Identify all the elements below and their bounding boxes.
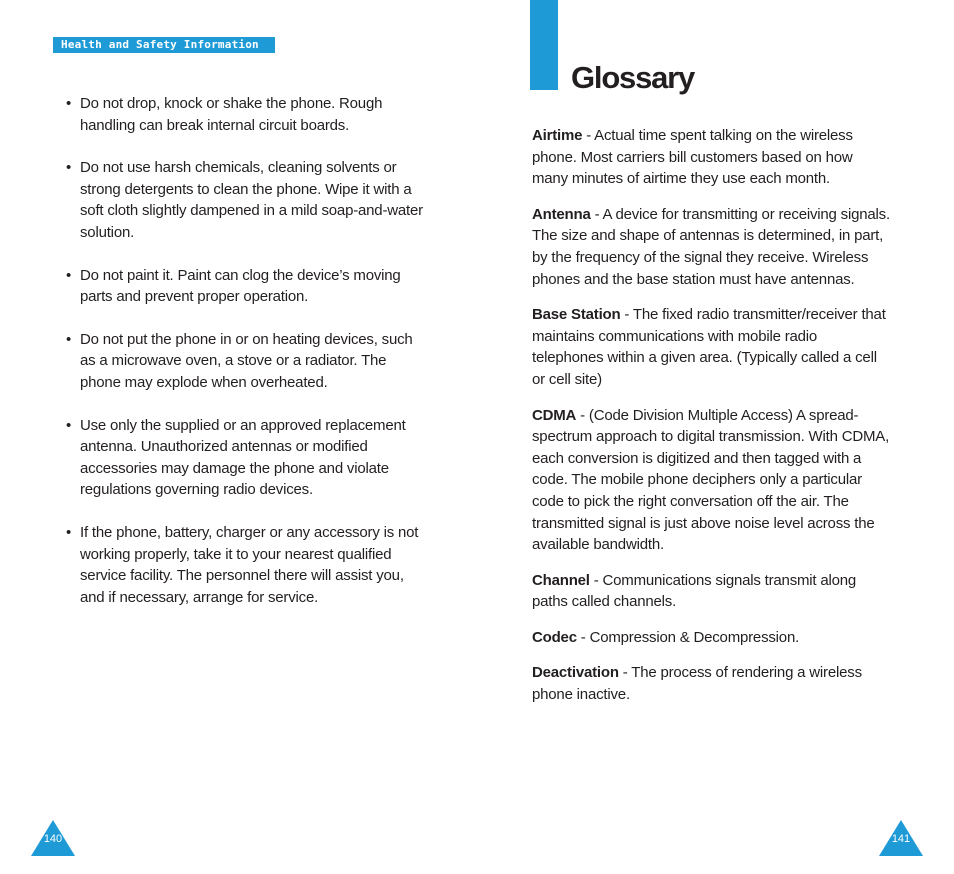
glossary-term: CDMA — [532, 406, 577, 424]
glossary-definition: - Actual time spent talking on the wireless phone. Most carriers bill customers based on how many minutes of airtime they use each month. — [532, 127, 853, 188]
list-item — [66, 415, 426, 501]
section-header-tag: Health and Safety Information — [53, 37, 275, 53]
bullet-text: Do not put the phone in or on heating devices, such as a microwave oven, a stove or a radiator. The phone may explode when overheated. — [80, 330, 413, 391]
bullet-text: Do not drop, knock or shake the phone. Rough handling can break internal circuit boards. — [80, 95, 383, 134]
glossary-entry — [532, 662, 892, 705]
list-item — [66, 93, 426, 136]
bullet-icon: • — [66, 95, 72, 112]
glossary-definition: - Communications signals transmit along paths called channels. — [532, 571, 857, 611]
page-number-marker-left — [31, 820, 75, 856]
page-title: Glossary — [571, 60, 695, 95]
page-number: 141 — [891, 833, 911, 845]
list-item — [66, 265, 426, 308]
glossary-term: Airtime — [532, 127, 583, 144]
bullet-icon: • — [66, 159, 72, 177]
glossary-definition: - A device for transmitting or receiving signals. The size and shape of antennas is determined, in part, by the frequency of the signal they receive. Wireless phones and the base station must have antennas. — [532, 205, 890, 288]
glossary-definition: - (Code Division Multiple Access) A spread-spectrum approach to digital transmission. With CDMA, each conversion is digitized and then tagged with a code. The mobile phone deciphers only a particular code to pick the right conversation off the air. The transmitted signal is just above noise level across the available bandwidth. — [532, 406, 890, 554]
list-item — [66, 329, 426, 394]
bullet-text: Do not paint it. Paint can clog the device’s moving parts and prevent proper operation. — [80, 266, 401, 306]
glossary-term: Channel — [532, 571, 590, 589]
glossary-term: Antenna — [532, 205, 591, 223]
bullet-text: Do not use harsh chemicals, cleaning solvents or strong detergents to clean the phone. Wipe it with a soft cloth slightly dampened in a mild soap-and-water solution. — [80, 159, 423, 241]
bullet-text: Use only the supplied or an approved replacement antenna. Unauthorized antennas or modified accessories may damage the phone and violate regulations governing radio devices. — [80, 416, 406, 499]
glossary-definition: - The fixed radio transmitter/receiver that maintains communications with mobile radio telephones within a given area. (Typically called a cell or cell site) — [532, 306, 886, 388]
glossary-entry — [532, 405, 892, 556]
list-item — [66, 522, 426, 608]
glossary-term: Deactivation — [532, 664, 619, 682]
glossary-entry — [532, 570, 892, 613]
glossary-entry — [532, 627, 892, 649]
safety-bullet-list — [66, 93, 426, 629]
glossary-entry — [532, 125, 892, 190]
glossary-entry — [532, 304, 892, 390]
glossary-term: Base Station — [532, 306, 621, 324]
title-accent-bar — [530, 0, 558, 90]
glossary-definition: - The process of rendering a wireless phone inactive. — [532, 664, 862, 704]
list-item — [66, 157, 426, 243]
glossary-term: Codec — [532, 628, 577, 646]
bullet-icon: • — [66, 330, 72, 348]
bullet-icon: • — [66, 416, 72, 434]
glossary-entry — [532, 204, 892, 290]
bullet-icon: • — [66, 266, 72, 284]
bullet-text: If the phone, battery, charger or any accessory is not working properly, take it to your nearest qualified service facility. The personnel there will assist you, and if necessary, arrange for service. — [80, 523, 419, 606]
bullet-icon: • — [66, 523, 72, 541]
page-number: 140 — [43, 833, 63, 845]
glossary-definition: - Compression & Decompression. — [576, 628, 800, 646]
page-number-marker-right — [879, 820, 923, 856]
glossary-entries — [532, 125, 892, 720]
